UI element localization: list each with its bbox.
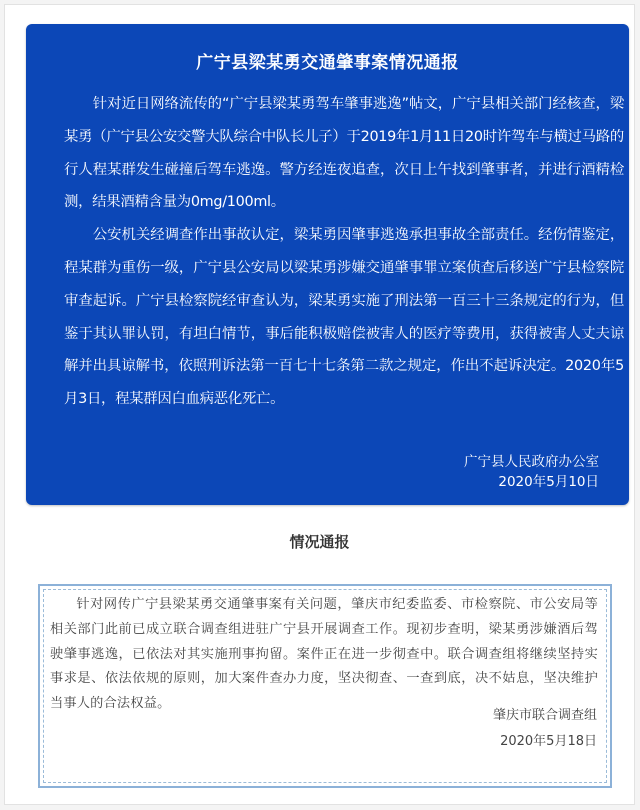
- county-notice-paragraph: 针对近日网络流传的“广宁县梁某勇驾车肇事逃逸”帖文，广宁县相关部门经核查，梁某勇（广宁县公安交警大队综合中队长儿子）于2019年1月11日20时许驾车与横过马路的行人程某群发生碰撞后驾车逃逸。警方经连夜追查，次日上午找到肇事者，并进行酒精检测，结果酒精含量为0mg/100ml。: [64, 96, 624, 211]
- document-page: [4, 4, 635, 805]
- city-notice-paragraph: 针对网传广宁县梁某勇交通肇事案有关问题，肇庆市纪委监委、市检察院、市公安局等相关部门此前已成立联合调查组进驻广宁县开展调查工作。现初步查明，梁某勇涉嫌酒后驾驶肇事逃逸，已依法对其实施刑事拘留。案件正在进一步彻查中。联合调查组将继续坚持实事求是、依法依规的原则，加大案件查办力度，坚决彻查、一查到底，决不姑息，坚决维护当事人的合法权益。: [50, 597, 598, 712]
- county-notice-date: 2020年5月10日: [498, 474, 599, 490]
- city-notice-title: 情况通报: [289, 533, 350, 551]
- city-notice-body: [50, 593, 598, 717]
- city-notice-date: 2020年5月18日: [500, 734, 597, 749]
- city-notice-signature: [493, 703, 597, 755]
- county-notice-title: 广宁县梁某勇交通肇事案情况通报: [196, 53, 459, 73]
- city-notice-box: [38, 584, 612, 788]
- county-notice-panel: [26, 24, 629, 505]
- county-notice-signature: [464, 452, 599, 492]
- county-notice-issuer: 广宁县人民政府办公室: [464, 454, 599, 470]
- county-notice-body: [64, 88, 624, 416]
- county-notice-paragraph: 公安机关经调查作出事故认定，梁某勇因肇事逃逸承担事故全部责任。经伤情鉴定，程某群为重伤一级，广宁县公安局以梁某勇涉嫌交通肇事罪立案侦查后移送广宁县检察院审查起诉。广宁县检察院经审查认为，梁某勇实施了刑法第一百三十三条规定的行为，但鉴于其认罪认罚，有坦白情节，事后能积极赔偿被害人的医疗等费用，获得被害人丈夫谅解并出具谅解书，依照刑诉法第一百七十七条第二款之规定，作出不起诉决定。2020年5月3日，程某群因白血病恶化死亡。: [64, 227, 624, 408]
- city-notice-issuer: 肇庆市联合调查组: [492, 708, 597, 723]
